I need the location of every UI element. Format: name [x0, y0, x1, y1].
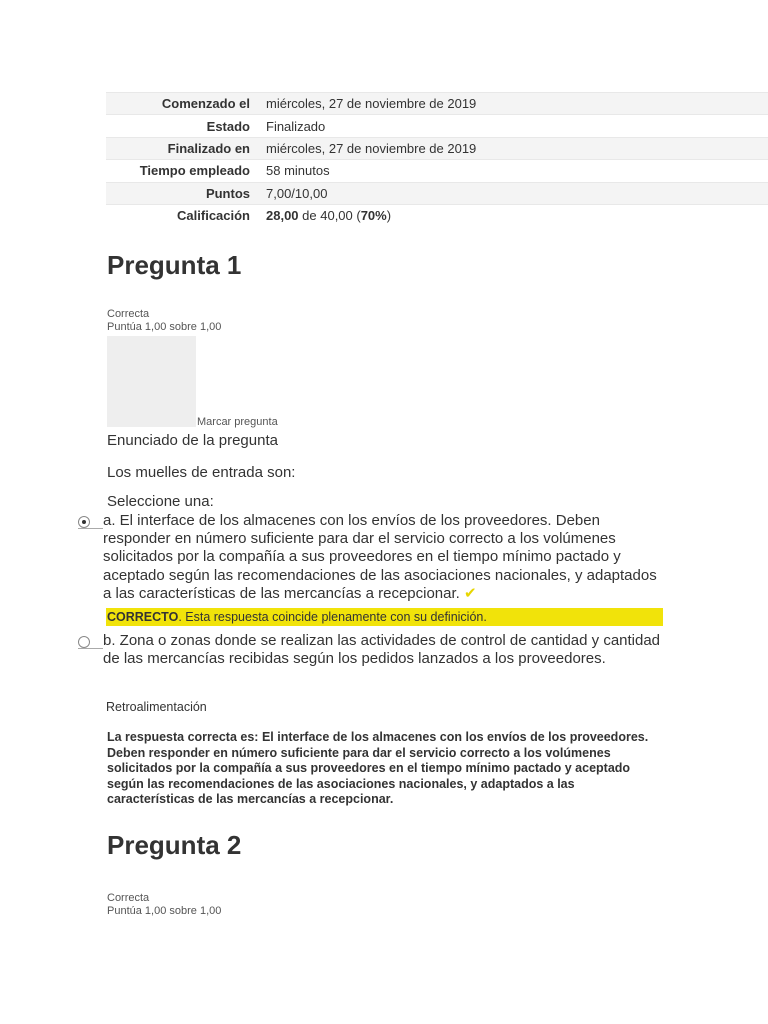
- feedback-heading: Retroalimentación: [106, 700, 207, 714]
- question-1-status: Correcta: [107, 308, 150, 320]
- summary-value: [258, 204, 768, 226]
- radio-button-unchecked[interactable]: [78, 636, 90, 648]
- feedback-text: La respuesta correcta es: El interface de los almacenes con los envíos de los proveedores. Deben responder en número suficiente para dar el servicio correcto a los volúmenes solicitados por la compañía a sus proveedores en el tiempo mínimo pactado y aceptado según las recomendaciones de las asociaciones nacionales, y adaptados a las características de las mercancías a recepcionar.: [107, 730, 649, 807]
- summary-value: miércoles, 27 de noviembre de 2019: [258, 137, 768, 159]
- correct-banner: [106, 608, 663, 626]
- grade-end: ): [386, 208, 392, 224]
- option-underline: [78, 528, 103, 529]
- summary-label: Finalizado en: [106, 137, 258, 159]
- question-2-title: Pregunta 2: [107, 830, 242, 860]
- select-prompt: Seleccione una:: [107, 493, 214, 510]
- question-text: Los muelles de entrada son:: [107, 464, 296, 481]
- grade-mid: de 40,00 (: [298, 208, 361, 224]
- flag-question-link[interactable]: Marcar pregunta: [197, 416, 278, 428]
- statement-heading: Enunciado de la pregunta: [107, 432, 278, 449]
- grade-score: 28,00: [266, 208, 299, 224]
- summary-label: Puntos: [106, 182, 258, 204]
- question-2-status: Correcta: [107, 892, 150, 904]
- summary-label: Comenzado el: [106, 93, 258, 115]
- question-1-title: Pregunta 1: [107, 250, 242, 280]
- radio-button-checked[interactable]: [78, 516, 90, 528]
- summary-row-started: [106, 93, 768, 115]
- summary-value: 58 minutos: [258, 160, 768, 182]
- summary-label: Estado: [106, 115, 258, 137]
- correct-label: CORRECTO: [107, 610, 179, 624]
- flag-image-placeholder[interactable]: [107, 336, 196, 427]
- option-underline: [78, 648, 103, 649]
- grade-percent: 70%: [360, 208, 387, 224]
- summary-value: miércoles, 27 de noviembre de 2019: [258, 93, 768, 115]
- summary-row-time: [106, 160, 768, 182]
- summary-value: Finalizado: [258, 115, 768, 137]
- question-2-points: Puntúa 1,00 sobre 1,00: [107, 905, 222, 917]
- option-b-label: b. Zona o zonas donde se realizan las actividades de control de cantidad y cantidad de las mercancías recibidas según los pedidos lanzados a los proveedores.: [103, 632, 661, 668]
- checkmark-icon: ✔: [464, 584, 477, 602]
- correct-text: . Esta respuesta coincide plenamente con su definición.: [178, 610, 487, 624]
- summary-row-points: [106, 182, 768, 204]
- summary-row-finished: [106, 137, 768, 159]
- summary-row-grade: [106, 204, 768, 226]
- attempt-summary-table: [106, 92, 768, 227]
- summary-label: Calificación: [106, 204, 258, 226]
- option-a-label: a. El interface de los almacenes con los envíos de los proveedores. Deben responder en número suficiente para dar el servicio correcto a los volúmenes solicitados por la compañía a sus proveedores en el tiempo mínimo pactado y aceptado según las recomendaciones de las asociaciones nacionales, y adaptados a las características de las mercancías a recepcionar.: [103, 512, 657, 602]
- summary-value: 7,00/10,00: [258, 182, 768, 204]
- summary-row-state: [106, 115, 768, 137]
- summary-label: Tiempo empleado: [106, 160, 258, 182]
- question-1-points: Puntúa 1,00 sobre 1,00: [107, 321, 222, 333]
